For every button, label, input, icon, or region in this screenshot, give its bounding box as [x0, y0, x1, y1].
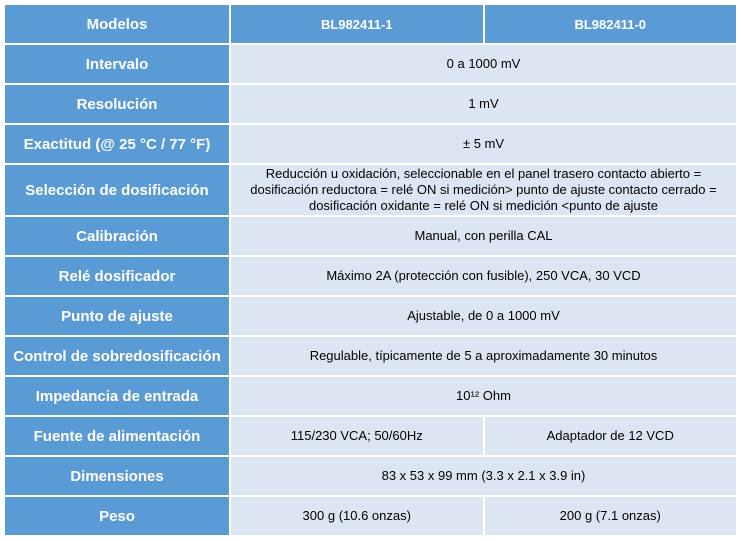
header-label: Modelos	[4, 4, 230, 44]
row-value-resolucion: 1 mV	[230, 84, 737, 124]
table-row	[4, 164, 737, 216]
row-label-calibracion: Calibración	[4, 216, 230, 256]
row-value-control: Regulable, típicamente de 5 a aproximadamente 30 minutos	[230, 336, 737, 376]
row-value-exactitud: ± 5 mV	[230, 124, 737, 164]
model-a-header: BL982411-1	[230, 4, 484, 44]
row-label-resolucion: Resolución	[4, 84, 230, 124]
row-label-rele: Relé dosificador	[4, 256, 230, 296]
row-value-rele: Máximo 2A (protección con fusible), 250 VCA, 30 VCD	[230, 256, 737, 296]
row-value-dimensiones: 83 x 53 x 99 mm (3.3 x 2.1 x 3.9 in)	[230, 456, 737, 496]
row-label-fuente: Fuente de alimentación	[4, 416, 230, 456]
row-label-intervalo: Intervalo	[4, 44, 230, 84]
table-row	[4, 216, 737, 256]
row-value-peso-b: 200 g (7.1 onzas)	[484, 496, 738, 536]
row-value-intervalo: 0 a 1000 mV	[230, 44, 737, 84]
table-row	[4, 336, 737, 376]
row-label-peso: Peso	[4, 496, 230, 536]
table-row	[4, 256, 737, 296]
row-label-punto: Punto de ajuste	[4, 296, 230, 336]
model-b-header: BL982411-0	[484, 4, 738, 44]
table-row	[4, 44, 737, 84]
table-row	[4, 124, 737, 164]
spec-table	[3, 3, 738, 537]
table-row	[4, 456, 737, 496]
table-row	[4, 296, 737, 336]
table-row	[4, 376, 737, 416]
table-row	[4, 496, 737, 536]
row-value-fuente-a: 115/230 VCA; 50/60Hz	[230, 416, 484, 456]
row-label-dimensiones: Dimensiones	[4, 456, 230, 496]
table-row	[4, 84, 737, 124]
row-label-exactitud: Exactitud (@ 25 °C / 77 °F)	[4, 124, 230, 164]
row-value-fuente-b: Adaptador de 12 VCD	[484, 416, 738, 456]
row-value-calibracion: Manual, con perilla CAL	[230, 216, 737, 256]
table-row	[4, 416, 737, 456]
row-value-peso-a: 300 g (10.6 onzas)	[230, 496, 484, 536]
row-label-seleccion: Selección de dosificación	[4, 164, 230, 216]
header-row	[4, 4, 737, 44]
row-value-impedancia: 10¹² Ohm	[230, 376, 737, 416]
row-value-seleccion: Reducción u oxidación, seleccionable en el panel trasero contacto abierto = dosificación reductora = relé ON si medición> punto de ajuste contacto cerrado = dosificación oxidante = relé ON si medición <punto de ajuste	[230, 164, 737, 216]
row-label-control: Control de sobredosificación	[4, 336, 230, 376]
row-label-impedancia: Impedancia de entrada	[4, 376, 230, 416]
row-value-punto: Ajustable, de 0 a 1000 mV	[230, 296, 737, 336]
